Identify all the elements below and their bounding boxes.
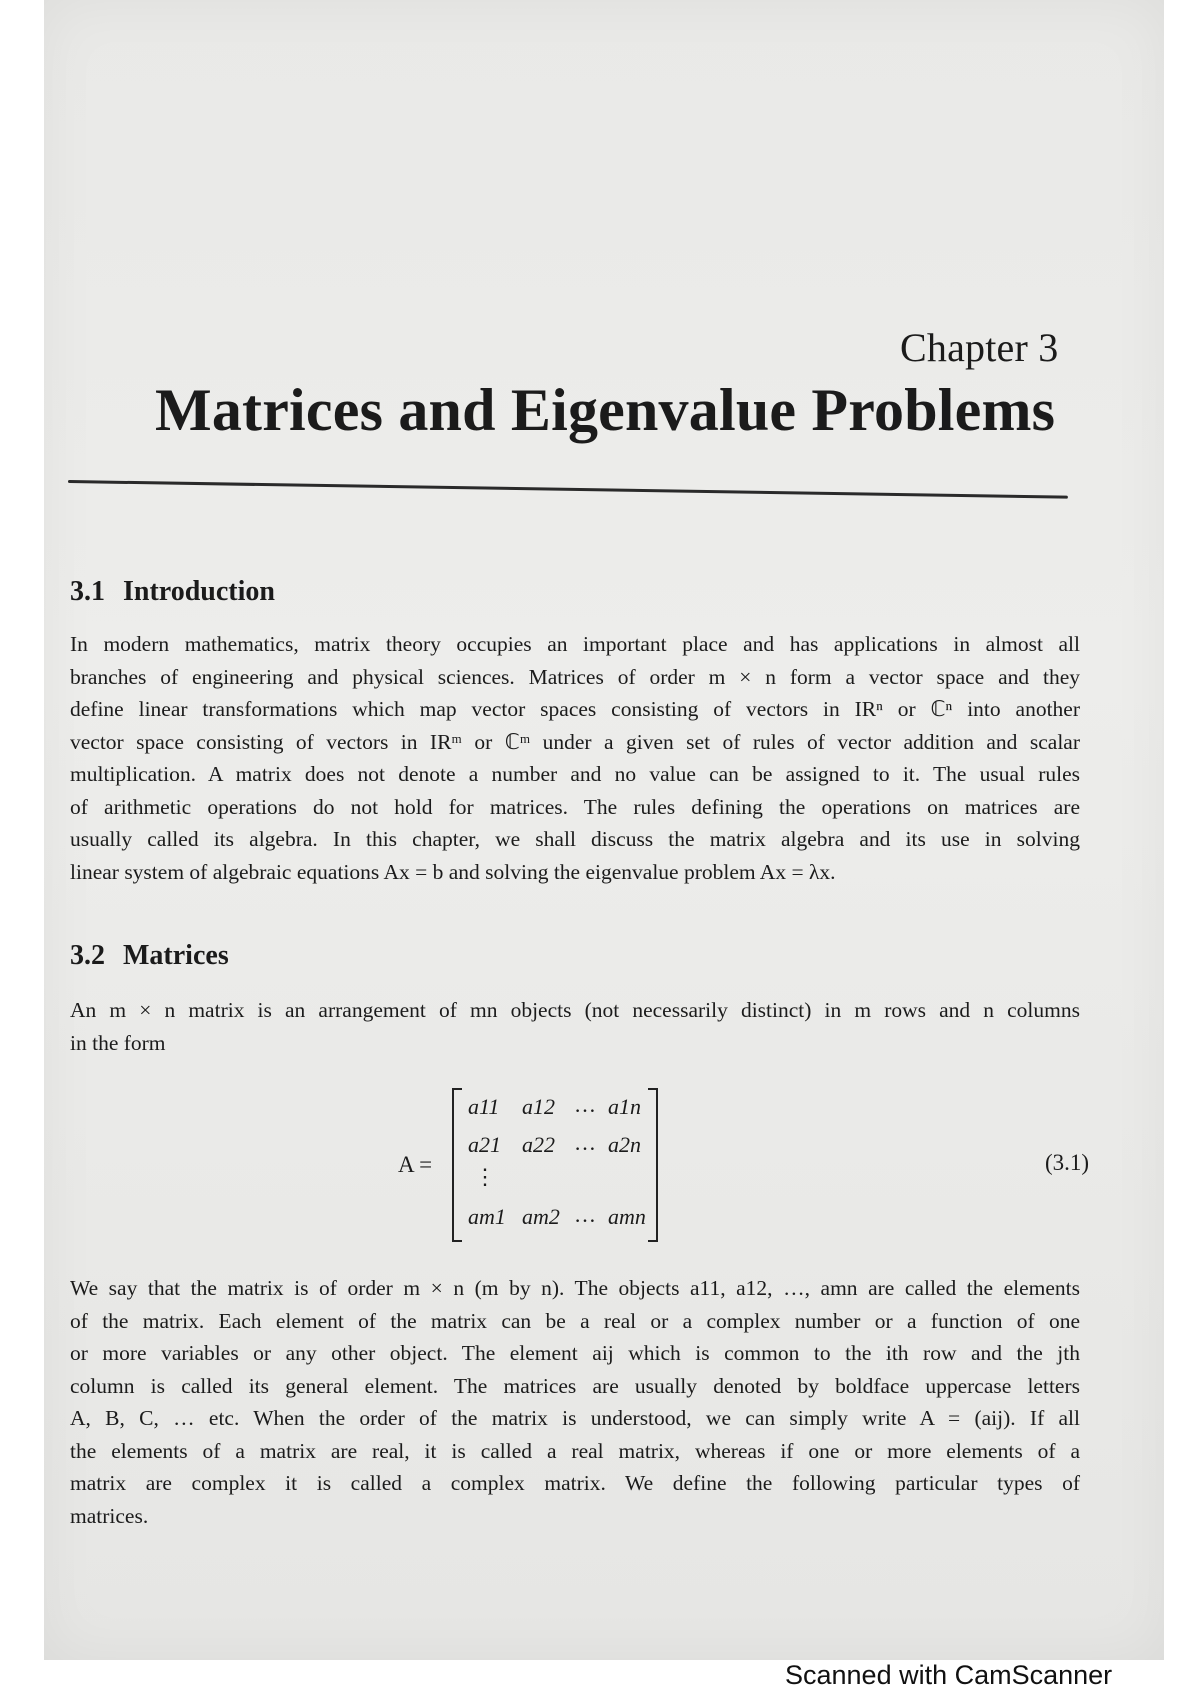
paragraph-line: usually called its algebra. In this chapter, we shall discuss the matrix algebra and its use in solving [70, 827, 1080, 851]
paragraph-line: or more variables or any other object. The element aij which is common to the ith row and the jth [70, 1341, 1080, 1365]
chapter-title: Matrices and Eigenvalue Problems [155, 377, 1056, 443]
matrix-dots: … [574, 1202, 596, 1227]
section-title: Introduction [123, 576, 275, 607]
paragraph-line: of the matrix. Each element of the matrix can be a real or a complex number or a function of one [70, 1308, 1080, 1333]
paragraph-line: vector space consisting of vectors in IRᵐ or ℂᵐ under a given set of rules of vector addition and scalar [70, 729, 1080, 754]
paragraph-line: multiplication. A matrix does not denote a number and no value can be assigned to it. The usual rules [70, 762, 1080, 786]
section-heading-matrices [70, 940, 229, 972]
paragraph-line: of arithmetic operations do not hold for matrices. The rules defining the operations on matrices are [70, 794, 1080, 819]
paragraph-line: the elements of a matrix are real, it is called a real matrix, whereas if one or more elements of a [70, 1438, 1080, 1463]
section-number: 3.1 [70, 576, 105, 607]
matrix-vdots: ⋮ [474, 1164, 496, 1189]
matrix-dots: … [574, 1130, 596, 1155]
introduction-paragraph [70, 628, 1080, 888]
matrix-cell: a2n [608, 1132, 641, 1157]
paragraph-line: in the form [70, 1030, 166, 1055]
matrix-cell: am1 [468, 1204, 506, 1229]
matrix-dots: … [574, 1092, 596, 1117]
matrix-cell: a12 [522, 1094, 555, 1119]
paragraph-line: linear system of algebraic equations Ax = b and solving the eigenvalue problem Ax = λx. [70, 859, 836, 884]
matrix-equation [452, 1088, 658, 1238]
paragraph-line: We say that the matrix is of order m × n (m by n). The objects a11, a12, …, amn are called the elements [70, 1276, 1080, 1300]
equation-number: (3.1) [1045, 1150, 1090, 1175]
paragraph-line: matrix are complex it is called a complex matrix. We define the following particular types of [70, 1471, 1080, 1495]
matrix-cell: a22 [522, 1132, 555, 1157]
matrices-paragraph [70, 994, 1080, 1059]
section-title: Matrices [123, 940, 229, 971]
section-number: 3.2 [70, 940, 105, 971]
matrix-cell: am2 [522, 1204, 560, 1229]
left-bracket [452, 1088, 462, 1242]
chapter-label: Chapter 3 [900, 325, 1059, 370]
section-heading-introduction [70, 576, 275, 608]
matrix-cell: a21 [468, 1132, 501, 1157]
paragraph-line: In modern mathematics, matrix theory occupies an important place and has applications in almost all [70, 632, 1080, 656]
paragraph-line: define linear transformations which map vector spaces consisting of vectors in IRⁿ or ℂⁿ into another [70, 697, 1080, 721]
right-bracket [648, 1088, 658, 1242]
paragraph-line: matrices. [70, 1503, 149, 1528]
paragraph-line: column is called its general element. The matrices are usually denoted by boldface uppercase letters [70, 1373, 1080, 1398]
matrix-lhs: A = [398, 1152, 433, 1177]
matrix-cell: a11 [468, 1094, 500, 1119]
matrix-cell: a1n [608, 1094, 641, 1119]
definition-paragraph [70, 1272, 1080, 1532]
paragraph-line: branches of engineering and physical sciences. Matrices of order m × n form a vector space and they [70, 664, 1080, 689]
paragraph-line: An m × n matrix is an arrangement of mn objects (not necessarily distinct) in m rows and n columns [70, 998, 1080, 1022]
matrix-cell: amn [608, 1204, 646, 1229]
paragraph-line: A, B, C, … etc. When the order of the matrix is understood, we can simply write A = (aij). If all [70, 1406, 1080, 1430]
camscanner-watermark: Scanned with CamScanner [785, 1660, 1113, 1690]
